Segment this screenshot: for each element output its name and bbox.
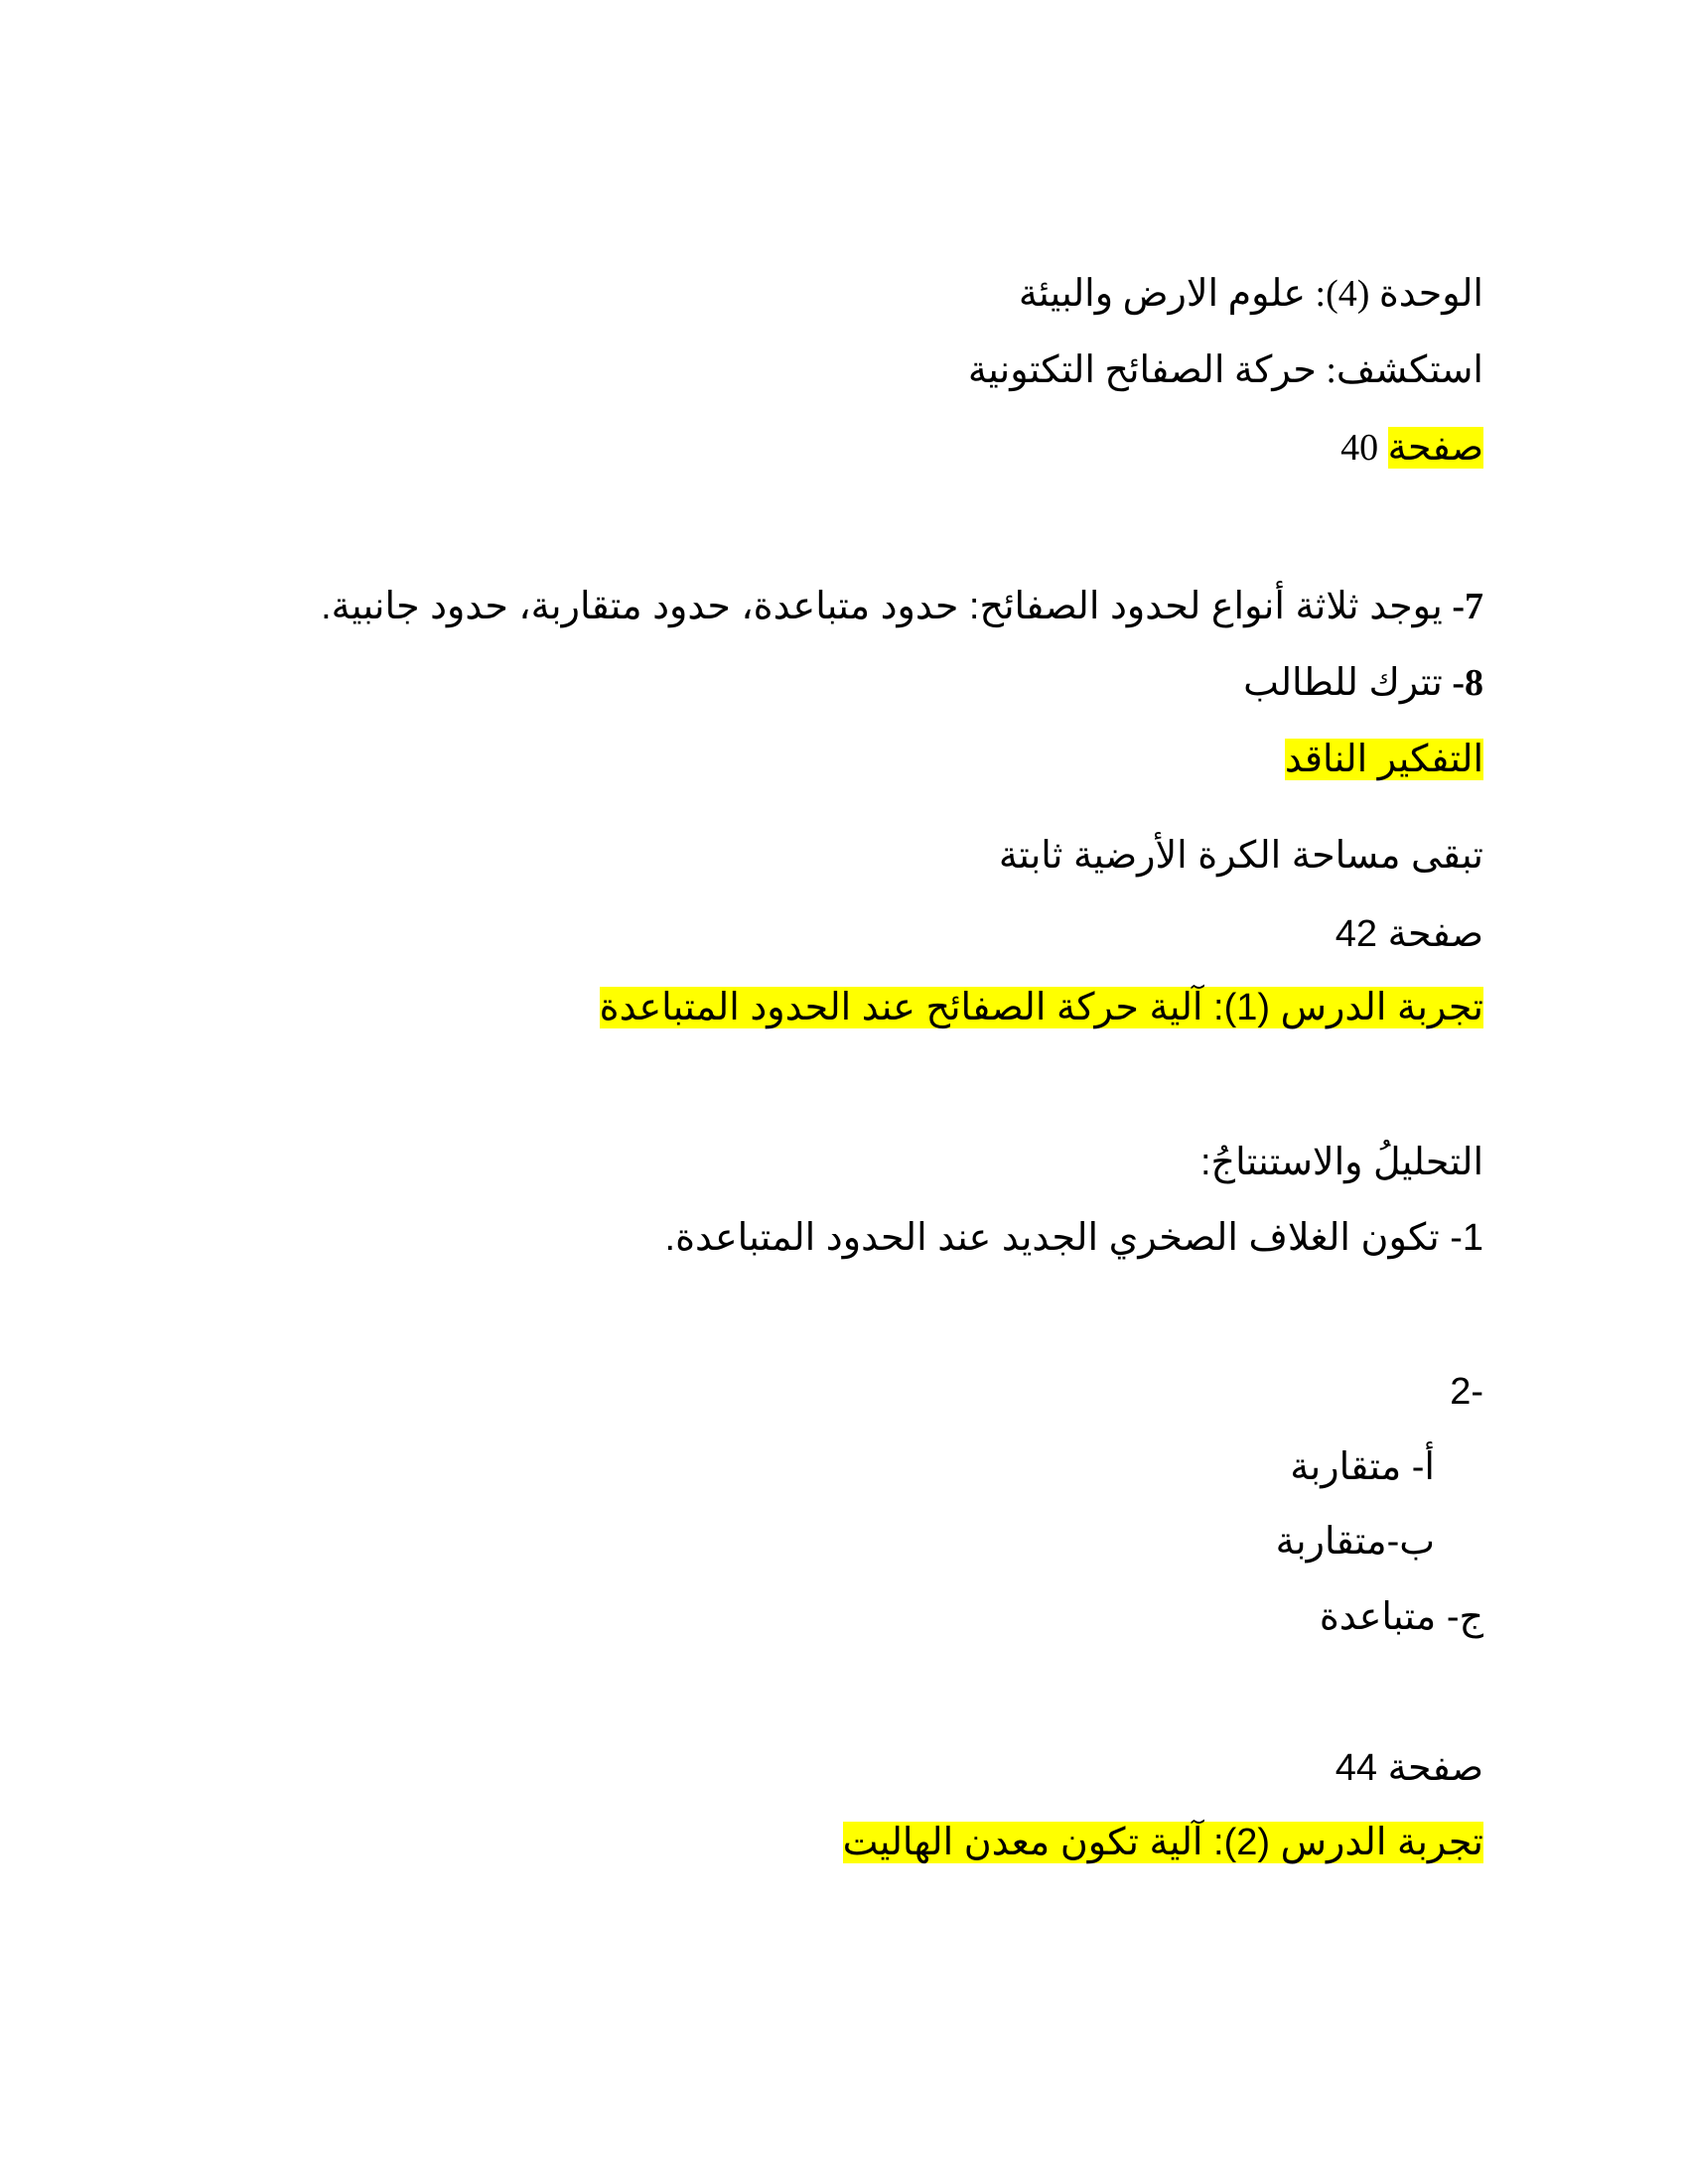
item-8-text: تترك للطالب <box>1243 662 1443 704</box>
experiment-2-text: تجربة الدرس (2): آلية تكون معدن الهاليت <box>842 1822 1483 1863</box>
critical-thinking-text: التفكير الناقد <box>1284 739 1483 780</box>
page-44-heading <box>1336 1745 1483 1791</box>
page-40-number: 40 <box>1340 427 1379 469</box>
analysis-option-b <box>1276 1519 1435 1565</box>
page-44-text: صفحة 44 <box>1335 1747 1483 1789</box>
analysis-item-1-text: 1- تكون الغلاف الصخري الجديد عند الحدود المتباعدة. <box>664 1217 1483 1259</box>
analysis-item-1 <box>665 1215 1483 1261</box>
analysis-option-a-text: أ- متقاربة <box>1290 1446 1435 1488</box>
experiment-1-text: تجربة الدرس (1): آلية حركة الصفائح عند الحدود المتباعدة <box>599 987 1483 1028</box>
analysis-item-2-label: -2 <box>1450 1371 1483 1413</box>
unit-title-text: الوحدة (4): علوم الارض والبيئة <box>1018 273 1483 315</box>
page-42-heading <box>1336 911 1483 957</box>
item-8 <box>1243 660 1483 706</box>
experiment-2-heading <box>843 1820 1483 1865</box>
analysis-title-text: التحليلُ والاستنتاجُ: <box>1200 1142 1483 1183</box>
analysis-option-a <box>1290 1444 1435 1490</box>
analysis-option-c <box>1320 1594 1483 1640</box>
explore-title <box>968 347 1483 393</box>
critical-thinking-heading <box>1285 737 1483 782</box>
analysis-title <box>1200 1140 1483 1185</box>
analysis-option-c-text: ج- متباعدة <box>1319 1596 1483 1638</box>
critical-thinking-answer <box>999 833 1483 879</box>
critical-thinking-answer-text: تبقى مساحة الكرة الأرضية ثابتة <box>998 835 1483 877</box>
page-40-heading <box>1340 425 1483 471</box>
unit-title <box>1019 271 1483 317</box>
page-40-label: صفحة <box>1387 427 1483 469</box>
item-7 <box>321 584 1483 629</box>
item-7-text: يوجد ثلاثة أنواع لحدود الصفائح: حدود متباعدة، حدود متقاربة، حدود جانبية. <box>321 586 1443 627</box>
page-42-text: صفحة 42 <box>1335 913 1483 955</box>
item-7-number: 7- <box>1452 586 1483 627</box>
explore-title-text: استكشف: حركة الصفائح التكتونية <box>967 349 1483 391</box>
analysis-item-2 <box>1450 1369 1483 1415</box>
analysis-option-b-text: ب-متقاربة <box>1275 1521 1435 1563</box>
experiment-1-heading <box>600 985 1483 1030</box>
item-8-number: 8- <box>1452 662 1483 704</box>
